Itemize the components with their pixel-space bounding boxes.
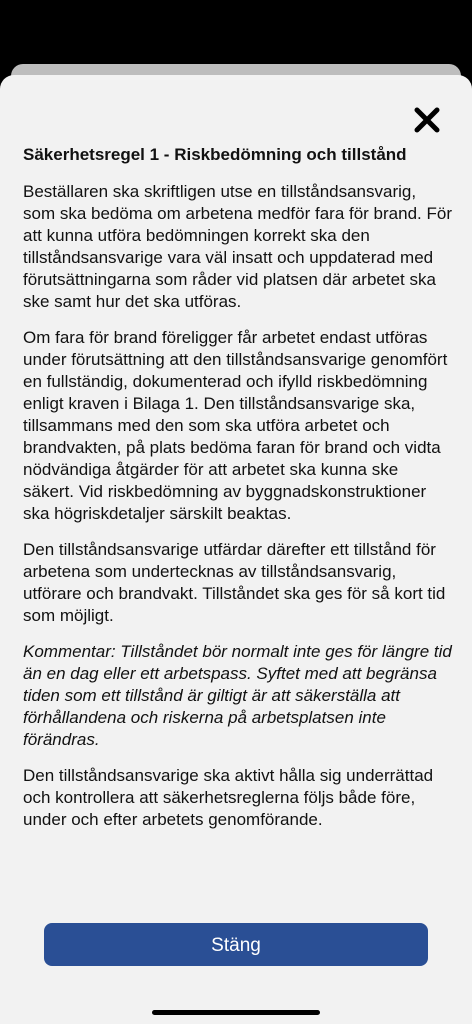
close-button[interactable]: Stäng [44,923,428,966]
home-indicator [152,1010,320,1015]
paragraph-5: Den tillståndsansvarige ska aktivt hålla sig underrättad och kontrollera att säkerhetsreglerna följs både före, under och efter arbetets genomförande. [23,766,434,829]
paragraph-3: Den tillståndsansvarige utfärdar därefter ett tillstånd för arbetena som undertecknas av tillståndsansvarig, utförare och brandvakt. Tillståndet ska ges för så kort tid som möjligt. [23,540,446,625]
modal-content [23,144,452,845]
modal-title: Säkerhetsregel 1 - Riskbedömning och tillstånd [23,145,407,164]
comment-paragraph: Kommentar: Tillståndet bör normalt inte ges för längre tid än en dag eller ett arbetspass. Syftet med att begränsa tiden som ett tillstånd är giltigt är att säkerställa att förhållandena och riskerna på arbetsplatsen inte förändras. [23,642,452,749]
modal-sheet [0,75,472,1024]
paragraph-2: Om fara för brand föreligger får arbetet endast utföras under förutsättning att den tillståndsansvarige genomfört en fullständig, dokumenterad och ifylld riskbedömning enligt kraven i Bilaga 1. Den tillståndsansvarige ska, tillsammans med den som ska utföra arbetet och brandvakten, på plats bedöma faran för brand och vidta nödvändiga åtgärder för att arbetet ska kunna ske säkert. Vid riskbedömning av byggnadskonstruktioner ska högriskdetaljer särskilt beaktas. [23,328,448,523]
close-icon[interactable] [412,105,442,135]
close-icon-glyph [412,105,442,135]
paragraph-1: Beställaren ska skriftligen utse en tillståndsansvarig, som ska bedöma om arbetena medför fara för brand. För att kunna utföra bedömningen korrekt ska den tillståndsansvarige vara väl insatt och uppdaterad med förutsättningarna som råder vid platsen där arbetet ska ske samt hur det ska utföras. [23,182,452,311]
